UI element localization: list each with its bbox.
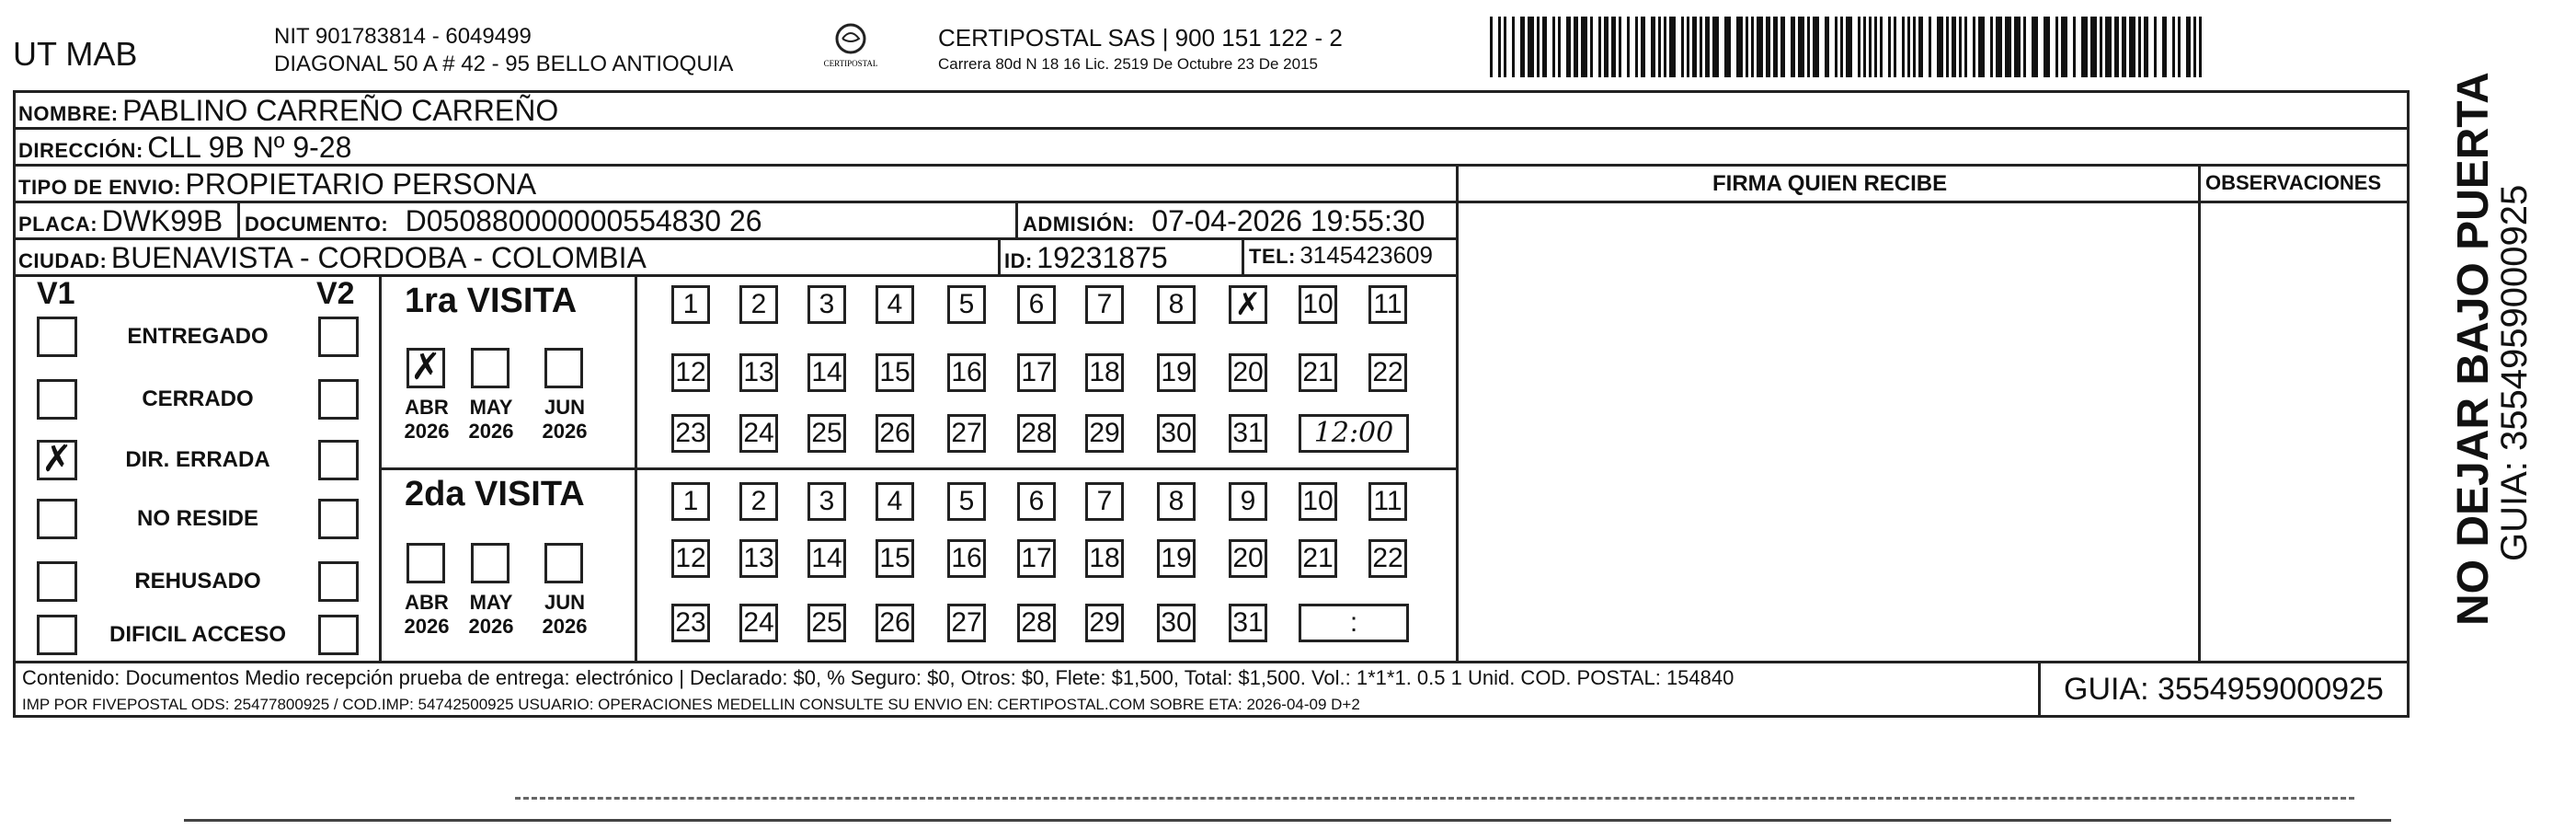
barcode-bar (2186, 17, 2191, 77)
day-box[interactable]: 4 (876, 285, 914, 324)
id-cell: ID: 19231875 (1004, 241, 1168, 274)
time-box[interactable]: 12:00 (1299, 414, 1409, 453)
barcode-bar (1681, 17, 1684, 77)
day-box[interactable]: 5 (947, 482, 986, 521)
nombre-value: PABLINO CARREÑO CARREÑO (122, 94, 559, 127)
barcode-bar (2193, 17, 2196, 77)
day-box[interactable]: 20 (1229, 353, 1267, 392)
day-box[interactable]: 8 (1157, 482, 1196, 521)
barcode-bar (1651, 17, 1655, 77)
month-checkbox[interactable] (406, 543, 445, 583)
v1-checkbox[interactable] (37, 379, 77, 420)
day-box[interactable]: 15 (876, 539, 914, 578)
day-box[interactable]: 22 (1368, 539, 1407, 578)
barcode-bar (1751, 17, 1754, 77)
day-box[interactable]: 10 (1299, 285, 1337, 324)
ciudad-cell: CIUDAD: BUENAVISTA - CORDOBA - COLOMBIA (18, 241, 647, 274)
barcode-bar (1635, 17, 1638, 77)
day-box[interactable]: 18 (1085, 539, 1124, 578)
id-value: 19231875 (1036, 241, 1168, 274)
barcode-bar (1964, 17, 1967, 77)
barcode-bar (2162, 17, 2167, 77)
barcode-bar (1687, 17, 1689, 77)
barcode-bar (2100, 17, 2102, 77)
barcode-bar (1937, 17, 1943, 77)
day-box[interactable]: 26 (876, 414, 914, 453)
observaciones-label: OBSERVACIONES (2205, 171, 2382, 194)
year-label: 2026 (542, 615, 588, 638)
tear-line (515, 797, 2354, 802)
no-dejar-warning: NO DEJAR BAJO PUERTA (2449, 72, 2498, 626)
v1-checkbox[interactable] (37, 615, 77, 655)
barcode-bar (2044, 17, 2050, 77)
barcode-bar (2061, 17, 2067, 77)
day-box[interactable]: 14 (807, 353, 846, 392)
barcode-bar (1888, 17, 1891, 77)
footer-guia: GUIA: 3554959000925 (2064, 672, 2384, 707)
barcode-bar (1825, 17, 1829, 77)
barcode-bar (1705, 17, 1710, 77)
first-visit-title: 1ra VISITA (405, 282, 578, 320)
barcode-bar (1766, 17, 1770, 77)
day-box[interactable]: 10 (1299, 482, 1337, 521)
v2-header: V2 (316, 276, 355, 311)
barcode-bar (1627, 17, 1630, 77)
day-box[interactable]: 4 (876, 482, 914, 521)
barcode-bar (1724, 17, 1731, 77)
barcode-bar (1978, 17, 1985, 77)
barcode-bar (1520, 17, 1525, 77)
v1-checkbox[interactable] (37, 561, 77, 602)
day-box[interactable]: 27 (947, 604, 986, 642)
month-label: JUN (544, 591, 585, 614)
month-label: MAY (469, 396, 513, 419)
status-label: NO RESIDE (136, 506, 259, 531)
barcode-bar (1498, 17, 1501, 77)
barcode-bar (2055, 17, 2058, 77)
admision-value: 07-04-2026 19:55:30 (1151, 204, 1425, 237)
barcode-bar (1537, 17, 1540, 77)
day-box[interactable]: 9 (1229, 482, 1267, 521)
day-box[interactable]: 27 (947, 414, 986, 453)
day-box[interactable]: 26 (876, 604, 914, 642)
barcode-bar (2014, 17, 2021, 77)
v2-checkbox[interactable] (318, 440, 359, 480)
year-label: 2026 (542, 420, 588, 443)
tel-value: 3145423609 (1299, 241, 1433, 269)
day-box[interactable]: 29 (1085, 604, 1124, 642)
day-box[interactable]: 16 (947, 353, 986, 392)
direccion-row: DIRECCIÓN: CLL 9B Nº 9-28 (18, 131, 352, 164)
barcode-bar (1658, 17, 1661, 77)
v2-checkbox[interactable] (318, 561, 359, 602)
day-box[interactable]: 11 (1368, 482, 1407, 521)
barcode-bar (1807, 17, 1810, 77)
barcode-bar (1918, 17, 1923, 77)
month-label: MAY (469, 591, 513, 614)
day-box[interactable]: 3 (807, 285, 846, 324)
day-box[interactable]: 13 (739, 353, 778, 392)
year-label: 2026 (404, 615, 450, 638)
second-visit-title: 2da VISITA (405, 475, 585, 513)
barcode (1490, 17, 2226, 81)
documento-cell: DOCUMENTO: D050880000000554830 26 (245, 204, 762, 237)
day-box[interactable]: 13 (739, 539, 778, 578)
day-box[interactable]: 7 (1085, 482, 1124, 521)
barcode-bar (1990, 17, 1993, 77)
day-box[interactable]: 17 (1017, 353, 1056, 392)
month-checkbox[interactable]: ✗ (406, 348, 445, 388)
barcode-bar (1590, 17, 1593, 77)
bottom-rule (184, 819, 2391, 822)
address-text: DIAGONAL 50 A # 42 - 95 BELLO ANTIOQUIA (274, 52, 734, 76)
barcode-bar (1490, 17, 1493, 77)
day-box[interactable]: 21 (1299, 353, 1337, 392)
barcode-bar (2105, 17, 2112, 77)
tel-cell: TEL: 3145423609 (1249, 241, 1433, 269)
day-box[interactable]: 12 (671, 539, 710, 578)
barcode-bar (1798, 17, 1804, 77)
day-box[interactable]: 17 (1017, 539, 1056, 578)
tipo-row: TIPO DE ENVIO: PROPIETARIO PERSONA (18, 167, 537, 201)
month-label: ABR (405, 591, 449, 614)
barcode-bar (2081, 17, 2088, 77)
day-box[interactable]: 28 (1017, 604, 1056, 642)
barcode-bar (1946, 17, 1949, 77)
barcode-bar (1736, 17, 1743, 77)
day-box[interactable]: 12 (671, 353, 710, 392)
day-box[interactable]: 24 (739, 604, 778, 642)
barcode-bar (1929, 17, 1931, 77)
placa-value: DWK99B (101, 204, 223, 237)
barcode-bar (1664, 17, 1666, 77)
day-box[interactable]: 16 (947, 539, 986, 578)
barcode-bar (2114, 17, 2119, 77)
day-box[interactable]: 20 (1229, 539, 1267, 578)
year-label: 2026 (404, 420, 450, 443)
barcode-bar (1780, 17, 1785, 77)
barcode-bar (1959, 17, 1962, 77)
barcode-bar (1996, 17, 2002, 77)
barcode-bar (1858, 17, 1860, 77)
month-checkbox[interactable] (471, 543, 509, 583)
signature-area[interactable] (1462, 204, 2193, 655)
barcode-bar (1757, 17, 1763, 77)
day-box[interactable]: 18 (1085, 353, 1124, 392)
month-label: JUN (544, 396, 585, 419)
day-box[interactable]: 30 (1157, 414, 1196, 453)
barcode-bar (1692, 17, 1697, 77)
day-box[interactable]: 22 (1368, 353, 1407, 392)
day-box[interactable]: 2 (739, 482, 778, 521)
day-box[interactable]: 31 (1229, 414, 1267, 453)
day-box[interactable]: 11 (1368, 285, 1407, 324)
side-guia: GUIA: 3554959000925 (2494, 184, 2535, 561)
day-box[interactable]: 29 (1085, 414, 1124, 453)
status-label: REHUSADO (134, 569, 261, 594)
barcode-bar (1913, 17, 1916, 77)
status-label: ENTREGADO (127, 324, 269, 349)
barcode-bar (1598, 17, 1601, 77)
barcode-bar (1669, 17, 1676, 77)
direccion-value: CLL 9B Nº 9-28 (147, 131, 352, 164)
barcode-bar (2199, 17, 2202, 77)
barcode-bar (1846, 17, 1852, 77)
v1-checkbox[interactable]: ✗ (37, 440, 77, 480)
day-box[interactable]: 3 (807, 482, 846, 521)
day-box[interactable]: 15 (876, 353, 914, 392)
status-label: DIFICIL ACCESO (109, 622, 286, 647)
barcode-bar (1869, 17, 1872, 77)
day-box[interactable]: 25 (807, 414, 846, 453)
barcode-bar (1566, 17, 1571, 77)
barcode-bar (1512, 17, 1515, 77)
barcode-bar (1973, 17, 1975, 77)
barcode-bar (2172, 17, 2175, 77)
barcode-bar (1773, 17, 1778, 77)
barcode-bar (1894, 17, 1896, 77)
barcode-bar (1558, 17, 1561, 77)
barcode-bar (1574, 17, 1578, 77)
month-checkbox[interactable] (544, 543, 583, 583)
company-code: UT MAB (13, 35, 138, 73)
nombre-row: NOMBRE: PABLINO CARREÑO CARREÑO (18, 94, 559, 127)
barcode-bar (1700, 17, 1702, 77)
month-checkbox[interactable] (544, 348, 583, 388)
admision-cell: ADMISIÓN: 07-04-2026 19:55:30 (1023, 204, 1425, 237)
month-checkbox[interactable] (471, 348, 509, 388)
barcode-bar (1619, 17, 1621, 77)
month-label: ABR (405, 396, 449, 419)
barcode-bar (1835, 17, 1838, 77)
barcode-bar (1504, 17, 1506, 77)
v2-checkbox[interactable] (318, 317, 359, 357)
status-label: CERRADO (142, 386, 254, 411)
day-box[interactable]: 24 (739, 414, 778, 453)
barcode-bar (1552, 17, 1555, 77)
tipo-value: PROPIETARIO PERSONA (185, 167, 537, 201)
v1-checkbox[interactable] (37, 499, 77, 539)
nit-text: NIT 901783814 - 6049499 (274, 24, 532, 49)
placa-cell: PLACA: DWK99B (18, 204, 223, 237)
barcode-bar (2023, 17, 2026, 77)
barcode-bar (1641, 17, 1645, 77)
barcode-bar (2178, 17, 2181, 77)
status-label: DIR. ERRADA (125, 447, 270, 472)
day-box[interactable]: 14 (807, 539, 846, 578)
day-box[interactable]: 5 (947, 285, 986, 324)
print-info: IMP POR FIVEPOSTAL ODS: 25477800925 / COD.IMP: 54742500925 USUARIO: OPERACIONES MEDELLIN CONSULTE SU ENVIO EN: CERTIPOSTAL.COM SOBRE ETA: 2026-04-09 D+2 (22, 696, 1360, 713)
barcode-bar (1874, 17, 1877, 77)
barcode-bar (2138, 17, 2141, 77)
svg-text:CERTIPOSTAL: CERTIPOSTAL (823, 59, 878, 68)
barcode-bar (1880, 17, 1883, 77)
carrier-license: Carrera 80d N 18 16 Lic. 2519 De Octubre 23 De 2015 (938, 55, 1318, 73)
barcode-bar (2154, 17, 2157, 77)
day-box[interactable]: 19 (1157, 353, 1196, 392)
v2-checkbox[interactable] (318, 615, 359, 655)
barcode-bar (1712, 17, 1719, 77)
barcode-bar (2073, 17, 2076, 77)
v2-checkbox[interactable] (318, 499, 359, 539)
barcode-bar (2144, 17, 2148, 77)
v1-header: V1 (37, 276, 75, 311)
day-box[interactable]: 25 (807, 604, 846, 642)
day-box[interactable]: 23 (671, 604, 710, 642)
day-box[interactable]: 28 (1017, 414, 1056, 453)
year-label: 2026 (468, 420, 514, 443)
day-box[interactable]: 30 (1157, 604, 1196, 642)
content-info: Contenido: Documentos Medio recepción prueba de entrega: electrónico | Declarado: $0, % Seguro: $0, Otros: $0, Flete: $1,500, Total: $1,500. Vol.: 1*1*1. 0.5 1 Unid. COD. POSTAL: 154840 (22, 666, 1735, 689)
ciudad-value: BUENAVISTA - CORDOBA - COLOMBIA (110, 241, 647, 274)
barcode-bar (2129, 17, 2135, 77)
day-box[interactable]: 8 (1157, 285, 1196, 324)
barcode-bar (2090, 17, 2097, 77)
v2-checkbox[interactable] (318, 379, 359, 420)
v1-checkbox[interactable] (37, 317, 77, 357)
barcode-bar (1604, 17, 1609, 77)
time-box[interactable]: : (1299, 604, 1409, 642)
day-box[interactable]: 19 (1157, 539, 1196, 578)
barcode-bar (1611, 17, 1616, 77)
documento-value: D050880000000554830 26 (405, 204, 762, 237)
year-label: 2026 (468, 615, 514, 638)
day-box[interactable]: 2 (739, 285, 778, 324)
barcode-bar (1813, 17, 1819, 77)
barcode-bar (2005, 17, 2011, 77)
carrier-name: CERTIPOSTAL SAS | 900 151 122 - 2 (938, 24, 1343, 52)
day-box[interactable]: 6 (1017, 482, 1056, 521)
barcode-bar (2032, 17, 2038, 77)
barcode-bar (1952, 17, 1956, 77)
barcode-bar (1863, 17, 1866, 77)
barcode-bar (1746, 17, 1748, 77)
firma-label: FIRMA QUIEN RECIBE (1712, 171, 1948, 196)
day-box[interactable]: ✗ (1229, 285, 1267, 324)
day-box[interactable]: 1 (671, 482, 710, 521)
barcode-bar (1528, 17, 1534, 77)
day-box[interactable]: 21 (1299, 539, 1337, 578)
certipostal-logo (809, 20, 892, 74)
day-box[interactable]: 23 (671, 414, 710, 453)
barcode-bar (1902, 17, 1905, 77)
day-box[interactable]: 7 (1085, 285, 1124, 324)
barcode-bar (1840, 17, 1843, 77)
day-box[interactable]: 6 (1017, 285, 1056, 324)
day-box[interactable]: 1 (671, 285, 710, 324)
barcode-bar (1581, 17, 1587, 77)
observations-area[interactable] (2204, 204, 2404, 655)
barcode-bar (1791, 17, 1795, 77)
barcode-bar (1542, 17, 1547, 77)
barcode-bar (1907, 17, 1910, 77)
barcode-bar (2122, 17, 2126, 77)
day-box[interactable]: 31 (1229, 604, 1267, 642)
